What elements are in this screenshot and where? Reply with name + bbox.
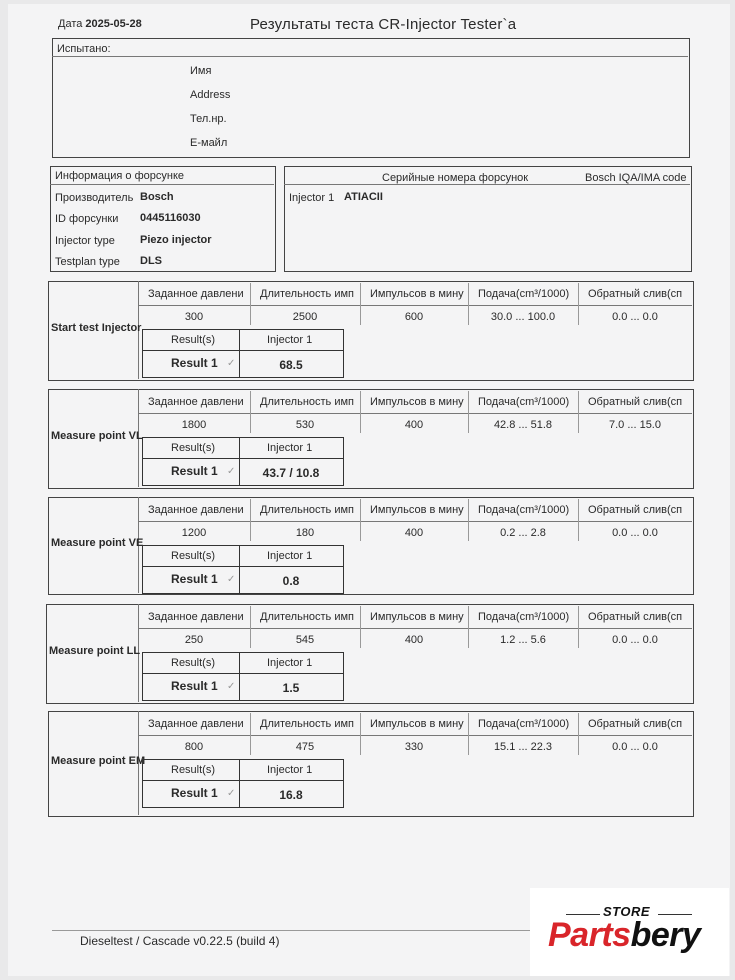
column-header-2: Длительность имп <box>260 611 355 623</box>
column-header-5: Обратный слив(cп <box>588 504 683 516</box>
column-header-1: Заданное давлени <box>148 611 244 623</box>
value-pressure: 1200 <box>181 527 207 539</box>
value-pulses: 330 <box>404 741 424 753</box>
value-duration: 2500 <box>292 311 318 323</box>
info-value-type: Piezo injector <box>140 234 212 246</box>
result-header-label: Result(s) <box>171 550 216 562</box>
result-header-label: Result(s) <box>171 334 216 346</box>
footer-divider <box>52 930 532 931</box>
value-delivery: 0.2 ... 2.8 <box>500 527 546 539</box>
result-box <box>142 545 344 594</box>
value-return: 0.0 ... 0.0 <box>612 634 658 646</box>
value-pressure: 250 <box>184 634 204 646</box>
value-duration: 180 <box>295 527 315 539</box>
logo-brand-part2: bery <box>630 916 701 954</box>
result-row-divider <box>143 673 343 674</box>
column-header-3: Импульсов в мину <box>370 718 464 730</box>
partsbery-logo <box>530 888 729 976</box>
header-divider <box>138 305 692 306</box>
serials-injector-code: ATIACII <box>344 191 383 203</box>
value-delivery: 30.0 ... 100.0 <box>490 311 556 323</box>
info-label-testplan: Testplan type <box>55 256 120 268</box>
column-header-2: Длительность имп <box>260 288 355 300</box>
serials-title: Серийные номера форсунок <box>382 172 529 184</box>
column-header-5: Обратный слив(cп <box>588 611 683 623</box>
header-divider <box>138 735 692 736</box>
column-header-2: Длительность имп <box>260 504 355 516</box>
column-header-5: Обратный слив(cп <box>588 718 683 730</box>
logo-store-line-left <box>566 914 600 915</box>
serials-divider <box>284 184 690 185</box>
result-header-label: Result(s) <box>171 764 216 776</box>
result-box <box>142 652 344 701</box>
result-value: 0.8 <box>282 574 300 588</box>
footer-text: Dieseltest / Cascade v0.22.5 (build 4) <box>80 934 280 948</box>
column-header-1: Заданное давлени <box>148 718 244 730</box>
logo-store-line-right <box>658 914 692 915</box>
result-box <box>142 329 344 378</box>
result-row-divider <box>143 350 343 351</box>
logo-brand-part1: Parts <box>548 916 631 954</box>
value-duration: 530 <box>295 419 315 431</box>
result-label: Result 1 <box>171 572 218 586</box>
logo-brand <box>548 916 700 955</box>
check-icon: ✓ <box>227 681 236 692</box>
test-name-ve: Measure point VE <box>51 537 144 549</box>
result-header-label: Result(s) <box>171 657 216 669</box>
tested-phone-field: Тел.нр. <box>190 113 227 125</box>
value-pulses: 400 <box>404 419 424 431</box>
tested-divider <box>52 56 688 57</box>
test-name-vl: Measure point VL <box>51 430 143 442</box>
value-delivery: 42.8 ... 51.8 <box>493 419 553 431</box>
tested-address-field: Address <box>190 89 231 101</box>
tested-name-field: Имя <box>190 65 212 77</box>
check-icon: ✓ <box>227 358 236 369</box>
result-header-injector: Injector 1 <box>267 657 313 669</box>
value-return: 0.0 ... 0.0 <box>612 527 658 539</box>
result-header-label: Result(s) <box>171 442 216 454</box>
result-box <box>142 437 344 486</box>
date-value: 2025-05-28 <box>85 18 142 30</box>
info-label-type: Injector type <box>55 235 115 247</box>
column-header-5: Обратный слив(cп <box>588 288 683 300</box>
tested-label: Испытано: <box>57 43 111 55</box>
info-label-id: ID форсунки <box>55 213 119 225</box>
value-return: 0.0 ... 0.0 <box>612 311 658 323</box>
column-header-1: Заданное давлени <box>148 504 244 516</box>
report-title: Результаты теста CR-Injector Tester`a <box>250 16 517 33</box>
info-label-manufacturer: Производитель <box>55 192 134 204</box>
result-label: Result 1 <box>171 464 218 478</box>
result-row-divider <box>143 458 343 459</box>
value-return: 0.0 ... 0.0 <box>612 741 658 753</box>
result-value: 43.7 / 10.8 <box>262 466 320 480</box>
column-header-2: Длительность имп <box>260 396 355 408</box>
result-label: Result 1 <box>171 679 218 693</box>
column-header-4: Подача(cm³/1000) <box>478 288 570 300</box>
value-delivery: 15.1 ... 22.3 <box>493 741 553 753</box>
info-value-id: 0445116030 <box>140 212 201 224</box>
value-duration: 475 <box>295 741 315 753</box>
value-pressure: 300 <box>184 311 204 323</box>
result-label: Result 1 <box>171 786 218 800</box>
column-header-4: Подача(cm³/1000) <box>478 718 570 730</box>
logo-store-text: STORE <box>603 904 651 919</box>
result-header-injector: Injector 1 <box>267 334 313 346</box>
column-header-5: Обратный слив(cп <box>588 396 683 408</box>
check-icon: ✓ <box>227 788 236 799</box>
date-label: Дата <box>58 18 83 30</box>
column-header-3: Импульсов в мину <box>370 611 464 623</box>
test-name-start-test: Start test Injector <box>51 322 142 334</box>
column-header-4: Подача(cm³/1000) <box>478 611 570 623</box>
check-icon: ✓ <box>227 466 236 477</box>
value-delivery: 1.2 ... 5.6 <box>500 634 546 646</box>
result-header-injector: Injector 1 <box>267 550 313 562</box>
value-pressure: 1800 <box>181 419 207 431</box>
column-header-4: Подача(cm³/1000) <box>478 396 570 408</box>
column-header-3: Импульсов в мину <box>370 504 464 516</box>
column-header-3: Импульсов в мину <box>370 396 464 408</box>
result-row-divider <box>143 566 343 567</box>
check-icon: ✓ <box>227 574 236 585</box>
serials-injector-label: Injector 1 <box>289 192 335 204</box>
tested-email-field: E-майл <box>190 137 228 149</box>
result-value: 68.5 <box>279 358 303 372</box>
injector-info-divider <box>50 184 274 185</box>
info-value-testplan: DLS <box>140 255 162 267</box>
value-pressure: 800 <box>184 741 204 753</box>
header-divider <box>138 413 692 414</box>
result-value: 1.5 <box>282 681 300 695</box>
result-label: Result 1 <box>171 356 218 370</box>
value-return: 7.0 ... 15.0 <box>609 419 661 431</box>
serials-code-label: Bosch IQA/IMA code <box>585 172 687 184</box>
test-name-ll: Measure point LL <box>49 645 141 657</box>
result-row-divider <box>143 780 343 781</box>
result-header-injector: Injector 1 <box>267 442 313 454</box>
injector-info-title: Информация о форсунке <box>55 170 184 182</box>
value-pulses: 400 <box>404 527 424 539</box>
info-value-manufacturer: Bosch <box>140 191 174 203</box>
value-duration: 545 <box>295 634 315 646</box>
result-value: 16.8 <box>279 788 303 802</box>
header-divider <box>138 628 692 629</box>
header-divider <box>138 521 692 522</box>
value-pulses: 600 <box>404 311 424 323</box>
test-name-em: Measure point EM <box>51 755 146 767</box>
result-header-injector: Injector 1 <box>267 764 313 776</box>
report-date <box>58 18 142 30</box>
column-header-4: Подача(cm³/1000) <box>478 504 570 516</box>
result-box <box>142 759 344 808</box>
column-header-2: Длительность имп <box>260 718 355 730</box>
value-pulses: 400 <box>404 634 424 646</box>
column-header-1: Заданное давлени <box>148 288 244 300</box>
column-header-3: Импульсов в мину <box>370 288 464 300</box>
column-header-1: Заданное давлени <box>148 396 244 408</box>
